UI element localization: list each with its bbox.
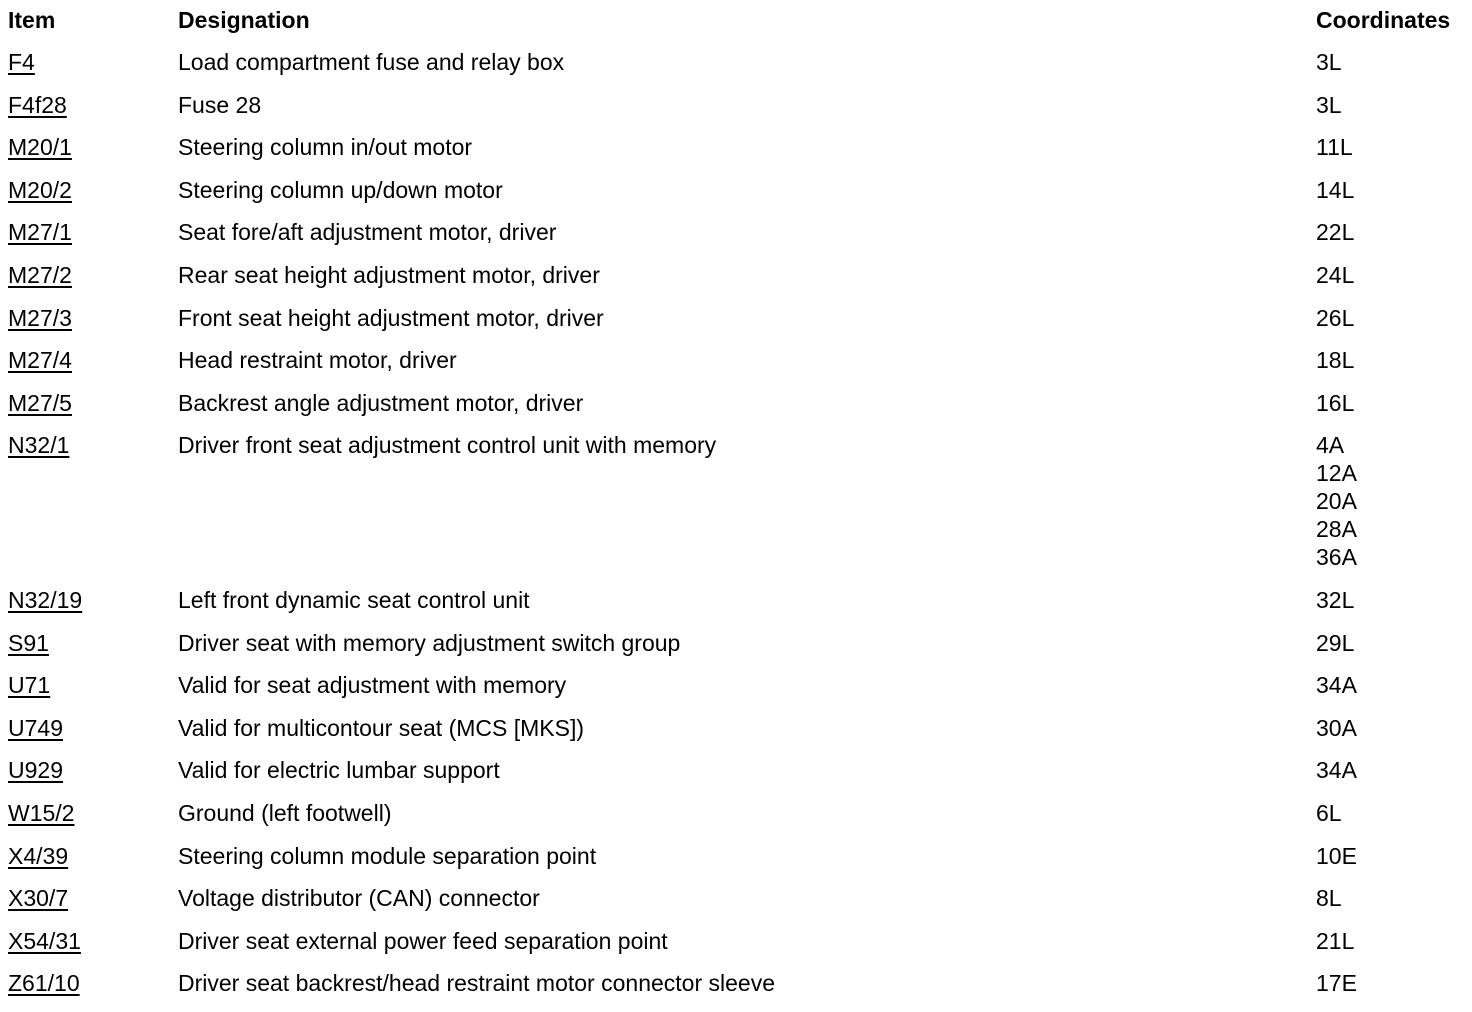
item-link[interactable]: U71	[8, 672, 51, 699]
item-cell	[8, 629, 178, 672]
table-row	[8, 884, 1468, 927]
designation-cell: Steering column module separation point	[178, 842, 597, 869]
table-row	[8, 91, 1468, 134]
coordinate-value: 12A	[1316, 460, 1357, 487]
designation-cell: Valid for seat adjustment with memory	[178, 672, 567, 699]
coordinate-value: 34A	[1316, 757, 1357, 784]
coordinate-value: 14L	[1316, 176, 1355, 203]
table-row	[8, 927, 1468, 970]
item-cell	[8, 176, 178, 219]
table-body	[8, 48, 1468, 1012]
coordinate-value: 30A	[1316, 714, 1357, 741]
coordinate-value: 28A	[1316, 516, 1357, 543]
column-header-designation: Designation	[178, 7, 310, 33]
item-cell	[8, 799, 178, 842]
coordinates-cell	[1316, 756, 1468, 799]
item-link[interactable]: M27/3	[8, 304, 72, 331]
coordinates-cell	[1316, 176, 1468, 219]
component-legend-table	[8, 6, 1468, 1012]
coordinates-cell	[1316, 842, 1468, 885]
coordinate-value: 26L	[1316, 304, 1355, 331]
item-link[interactable]: M27/5	[8, 389, 72, 416]
item-link[interactable]: N32/19	[8, 586, 83, 613]
coordinate-value: 21L	[1316, 927, 1355, 954]
table-row	[8, 133, 1468, 176]
item-cell	[8, 218, 178, 261]
item-cell	[8, 671, 178, 714]
table-row	[8, 176, 1468, 219]
table-row	[8, 629, 1468, 672]
coordinates-cell	[1316, 133, 1468, 176]
item-link[interactable]: S91	[8, 629, 49, 656]
coordinates-cell	[1316, 799, 1468, 842]
item-cell	[8, 304, 178, 347]
table-row	[8, 431, 1468, 586]
item-cell	[8, 431, 178, 586]
coordinate-value: 8L	[1316, 885, 1342, 912]
designation-cell: Driver seat external power feed separation point	[178, 927, 668, 954]
item-link[interactable]: W15/2	[8, 799, 75, 826]
designation-cell: Seat fore/aft adjustment motor, driver	[178, 219, 557, 246]
table-row	[8, 304, 1468, 347]
item-cell	[8, 48, 178, 91]
coordinate-value: 20A	[1316, 488, 1357, 515]
item-cell	[8, 969, 178, 1012]
item-cell	[8, 842, 178, 885]
designation-cell: Driver seat with memory adjustment switch group	[178, 629, 681, 656]
coordinate-value: 24L	[1316, 261, 1355, 288]
column-header-item: Item	[8, 7, 56, 33]
coordinates-cell	[1316, 48, 1468, 91]
coordinates-cell	[1316, 586, 1468, 629]
table-row	[8, 346, 1468, 389]
coordinate-value: 17E	[1316, 970, 1357, 997]
coordinates-cell	[1316, 969, 1468, 1012]
item-link[interactable]: M27/4	[8, 347, 72, 374]
coordinate-value: 18L	[1316, 347, 1355, 374]
coordinates-cell	[1316, 389, 1468, 432]
coordinate-value: 29L	[1316, 629, 1355, 656]
coordinate-value: 4A	[1316, 432, 1345, 459]
table-row	[8, 261, 1468, 304]
item-cell	[8, 261, 178, 304]
coordinates-cell	[1316, 431, 1468, 586]
item-link[interactable]: F4	[8, 49, 35, 75]
coordinate-value: 3L	[1316, 91, 1342, 118]
designation-cell: Valid for electric lumbar support	[178, 757, 500, 784]
designation-cell: Driver front seat adjustment control unit with memory	[178, 432, 717, 459]
designation-cell: Steering column in/out motor	[178, 134, 473, 161]
table-row	[8, 756, 1468, 799]
header-row	[8, 6, 1468, 48]
coordinates-cell	[1316, 91, 1468, 134]
table-row	[8, 799, 1468, 842]
item-link[interactable]: X30/7	[8, 885, 69, 912]
designation-cell: Backrest angle adjustment motor, driver	[178, 389, 584, 416]
item-cell	[8, 389, 178, 432]
coordinates-cell	[1316, 304, 1468, 347]
item-link[interactable]: M20/2	[8, 176, 72, 203]
item-link[interactable]: M27/2	[8, 261, 72, 288]
coordinate-value: 16L	[1316, 389, 1355, 416]
designation-cell: Driver seat backrest/head restraint motor connector sleeve	[178, 970, 775, 997]
table-header	[8, 6, 1468, 48]
designation-cell: Rear seat height adjustment motor, driver	[178, 261, 600, 288]
item-link[interactable]: X54/31	[8, 927, 81, 954]
table-row	[8, 671, 1468, 714]
designation-cell: Ground (left footwell)	[178, 799, 392, 826]
item-cell	[8, 884, 178, 927]
designation-cell: Fuse 28	[178, 91, 262, 118]
designation-cell: Front seat height adjustment motor, driver	[178, 304, 604, 331]
coordinates-cell	[1316, 927, 1468, 970]
coordinates-cell	[1316, 671, 1468, 714]
designation-cell: Head restraint motor, driver	[178, 347, 457, 374]
item-cell	[8, 133, 178, 176]
coordinate-value: 32L	[1316, 586, 1355, 613]
item-link[interactable]: U929	[8, 757, 63, 784]
item-cell	[8, 91, 178, 134]
coordinates-cell	[1316, 884, 1468, 927]
coordinates-cell	[1316, 261, 1468, 304]
designation-cell: Steering column up/down motor	[178, 176, 503, 203]
item-link[interactable]: M20/1	[8, 134, 72, 161]
item-cell	[8, 714, 178, 757]
table-row	[8, 218, 1468, 261]
item-cell	[8, 927, 178, 970]
item-link[interactable]: Z61/10	[8, 970, 80, 997]
designation-cell: Load compartment fuse and relay box	[178, 49, 565, 75]
coordinate-value: 10E	[1316, 842, 1357, 869]
table-row	[8, 842, 1468, 885]
column-header-coordinates: Coordinates	[1316, 7, 1451, 33]
designation-cell: Valid for multicontour seat (MCS [MKS])	[178, 714, 585, 741]
coordinate-value: 34A	[1316, 672, 1357, 699]
coordinates-cell	[1316, 346, 1468, 389]
item-cell	[8, 756, 178, 799]
item-link[interactable]: F4f28	[8, 91, 67, 118]
item-cell	[8, 586, 178, 629]
coordinate-value: 36A	[1316, 544, 1357, 571]
item-link[interactable]: M27/1	[8, 219, 72, 246]
item-link[interactable]: U749	[8, 714, 63, 741]
table-row	[8, 969, 1468, 1012]
item-link[interactable]: X4/39	[8, 842, 69, 869]
designation-cell: Voltage distributor (CAN) connector	[178, 885, 540, 912]
item-cell	[8, 346, 178, 389]
item-link[interactable]: N32/1	[8, 432, 70, 459]
table-row	[8, 586, 1468, 629]
designation-cell: Left front dynamic seat control unit	[178, 586, 530, 613]
coordinate-value: 6L	[1316, 799, 1342, 826]
coordinates-cell	[1316, 629, 1468, 672]
table-row	[8, 48, 1468, 91]
coordinate-value: 22L	[1316, 219, 1355, 246]
coordinates-cell	[1316, 218, 1468, 261]
table-row	[8, 714, 1468, 757]
coordinate-value: 3L	[1316, 49, 1342, 75]
table-row	[8, 389, 1468, 432]
coordinates-cell	[1316, 714, 1468, 757]
coordinate-value: 11L	[1316, 134, 1353, 161]
